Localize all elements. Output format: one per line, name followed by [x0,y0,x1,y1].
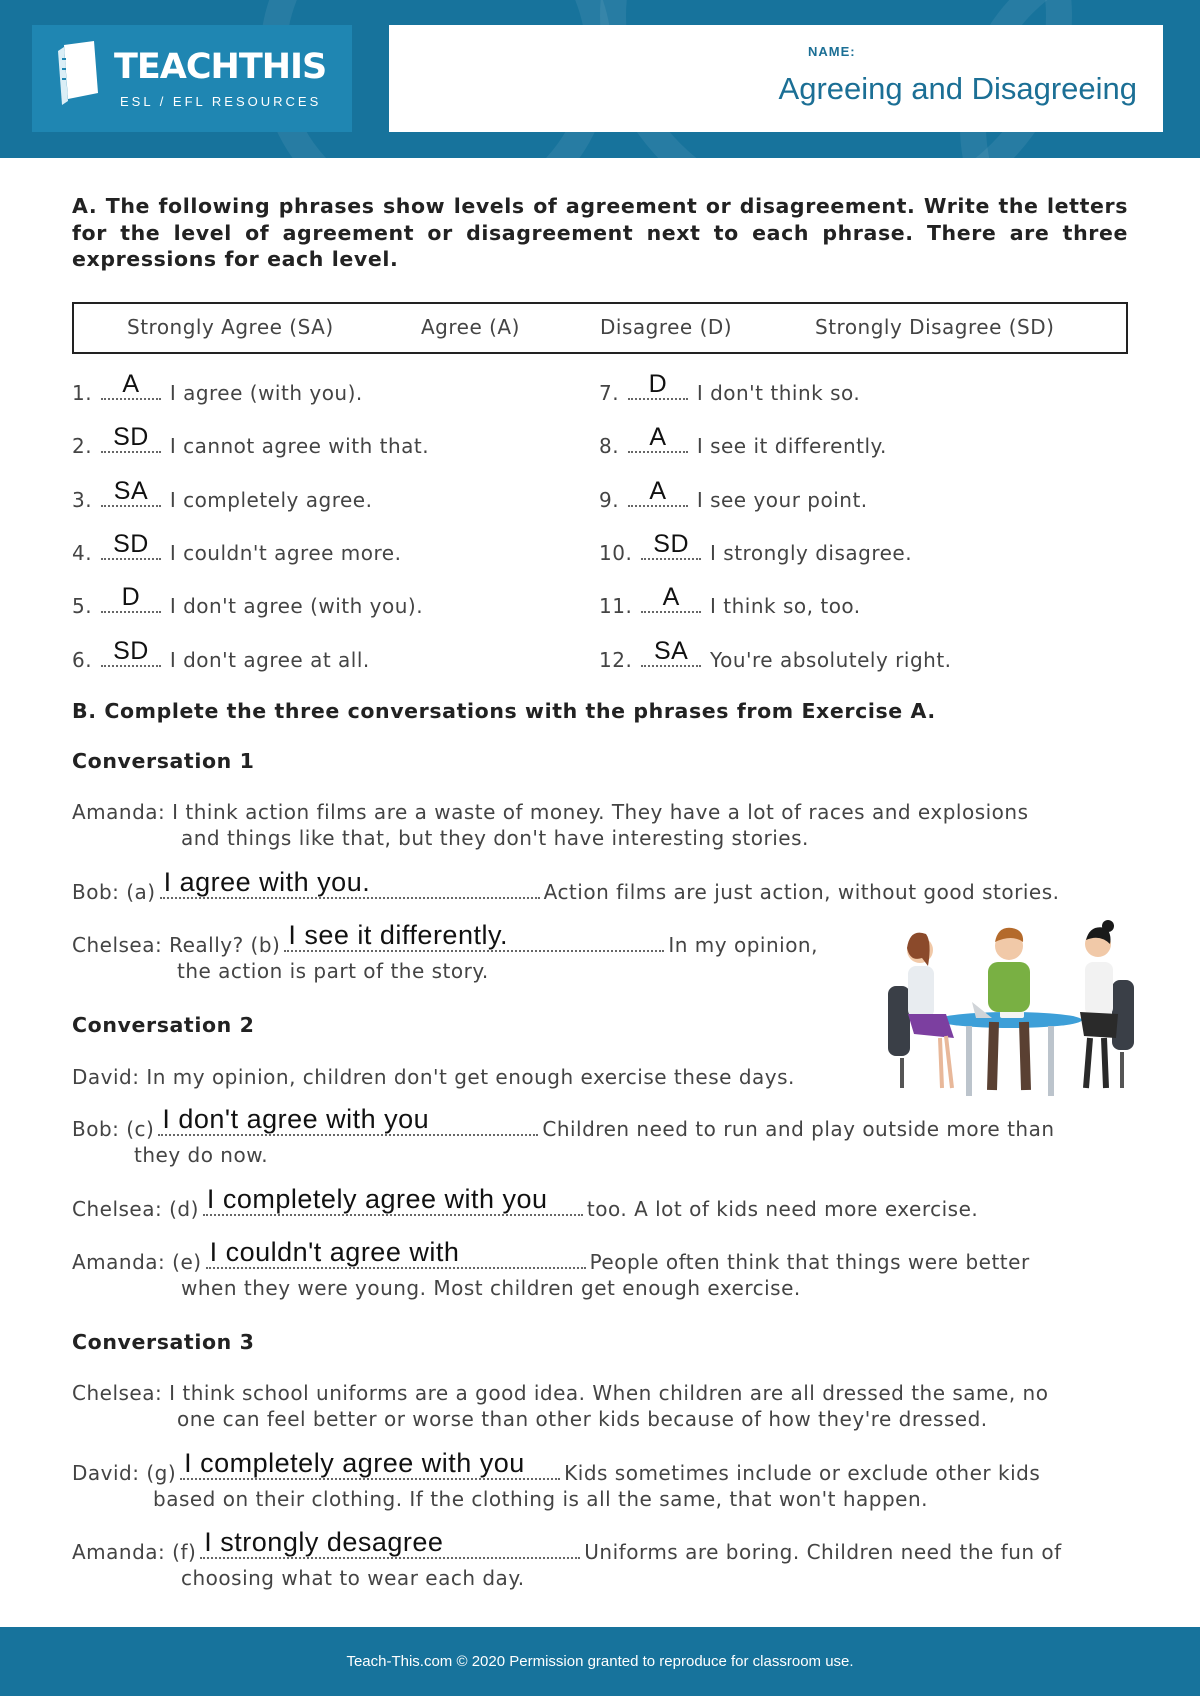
answer-blank[interactable]: SD [641,542,701,560]
conv3-amanda-line: Amanda: (f) I strongly desagree Uniforms are boring. Children need the fun of [72,1527,1062,1564]
list-item: 10. SD I strongly disagree. [599,530,913,565]
legend-strongly-disagree: Strongly Disagree (SD) [815,315,1055,339]
list-item: 9. A I see your point. [599,477,868,512]
section-a-instructions: A. The following phrases show levels of agreement or disagreement. Write the letters for the level of agreement or disagreement next to each phrase. There are three expressions for each level. [72,194,1128,271]
name-label: NAME: [808,44,856,59]
answer-blank[interactable]: A [641,595,701,613]
conv3-chelsea-line2: one can feel better or worse than other kids because of how they're dressed. [177,1407,988,1431]
level-legend [72,302,1128,354]
conversation-1-title: Conversation 1 [72,749,255,773]
list-item: 2. SD I cannot agree with that. [72,423,430,458]
list-item: 11. A I think so, too. [599,583,861,618]
conv3-david-line: David: (g) I completely agree with you Kids sometimes include or exclude other kids [72,1448,1041,1485]
conv2-chelsea-line: Chelsea: (d) I completely agree with you too. A lot of kids need more exercise. [72,1184,979,1221]
conv2-david-line: David: In my opinion, children don't get enough exercise these days. [72,1065,795,1089]
answer-blank[interactable]: I couldn't agree with [206,1251,586,1269]
list-item: 4. SD I couldn't agree more. [72,530,402,565]
logo-text: TEACHTHIS [114,47,327,87]
answer-blank[interactable]: I strongly desagree [200,1541,580,1559]
answer-blank[interactable]: SD [101,649,161,667]
title-box [389,25,1163,132]
book-icon [54,39,106,109]
conv1-chelsea-line: Chelsea: Really? (b) I see it differently. In my opinion, [72,920,818,957]
list-item: 12. SA You're absolutely right. [599,637,952,672]
answer-blank[interactable]: A [628,489,688,507]
meeting-illustration [880,918,1140,1103]
answer-blank[interactable]: I don't agree with you [158,1118,538,1136]
answer-blank[interactable]: SD [101,542,161,560]
legend-strongly-agree: Strongly Agree (SA) [127,315,334,339]
footer-banner [0,1627,1200,1696]
conv2-amanda-line2: when they were young. Most children get enough exercise. [181,1276,801,1300]
conv1-amanda-line: Amanda: I think action films are a waste of money. They have a lot of races and explosions [72,800,1029,824]
list-item: 8. A I see it differently. [599,423,887,458]
conv3-david-line2: based on their clothing. If the clothing is all the same, that won't happen. [153,1487,928,1511]
list-item: 6. SD I don't agree at all. [72,637,370,672]
list-item: 1. A I agree (with you). [72,370,363,405]
conversation-2-title: Conversation 2 [72,1013,255,1037]
conv3-chelsea-line: Chelsea: I think school uniforms are a good idea. When children are all dressed the same, no [72,1381,1049,1405]
list-item: 5. D I don't agree (with you). [72,583,424,618]
header-banner [0,0,1200,158]
page-title: Agreeing and Disagreeing [778,71,1137,106]
answer-blank[interactable]: I completely agree with you [203,1198,583,1216]
list-item: 3. SA I completely agree. [72,477,373,512]
legend-agree: Agree (A) [421,315,520,339]
answer-blank[interactable]: SD [101,435,161,453]
answer-blank[interactable]: I see it differently. [284,934,664,952]
answer-blank[interactable]: D [101,595,161,613]
answer-blank[interactable]: I agree with you. [160,881,540,899]
legend-disagree: Disagree (D) [600,315,733,339]
conv1-bob-line: Bob: (a) I agree with you. Action films are just action, without good stories. [72,867,1060,904]
footer-copyright: Teach-This.com © 2020 Permission granted to reproduce for classroom use. [346,1653,854,1670]
list-item: 7. D I don't think so. [599,370,861,405]
answer-blank[interactable]: I completely agree with you [180,1462,560,1480]
answer-blank[interactable]: SA [641,649,701,667]
conv2-bob-line: Bob: (c) I don't agree with you Children need to run and play outside more than [72,1104,1055,1141]
conv1-amanda-line2: and things like that, but they don't have interesting stories. [181,826,809,850]
conv1-chelsea-line2: the action is part of the story. [177,959,489,983]
conv3-amanda-line2: choosing what to wear each day. [181,1566,525,1590]
answer-blank[interactable]: A [101,382,161,400]
conv2-amanda-line: Amanda: (e) I couldn't agree with People often think that things were better [72,1237,1030,1274]
conversation-3-title: Conversation 3 [72,1330,255,1354]
answer-blank[interactable]: SA [101,489,161,507]
logo-subtitle: ESL / EFL RESOURCES [120,94,322,109]
answer-blank[interactable]: D [628,382,688,400]
answer-blank[interactable]: A [628,435,688,453]
logo [32,25,352,132]
section-b-instructions: B. Complete the three conversations with the phrases from Exercise A. [72,699,936,723]
conv2-bob-line2: they do now. [134,1143,269,1167]
